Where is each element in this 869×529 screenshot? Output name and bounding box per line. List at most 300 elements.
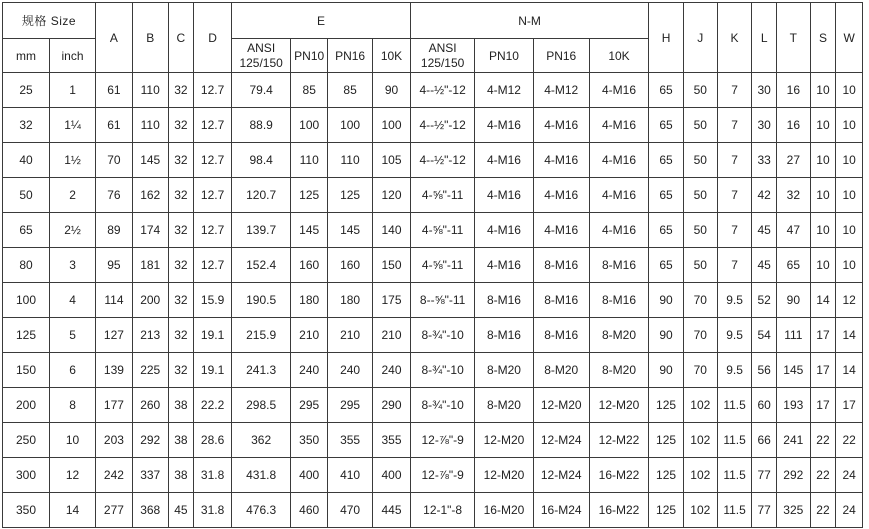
cell-k: 9.5 xyxy=(717,318,752,353)
e-pn10-header: PN10 xyxy=(291,39,328,73)
cell-e-pn16: 470 xyxy=(328,493,373,528)
cell-mm: 65 xyxy=(3,213,50,248)
cell-e-ansi: 298.5 xyxy=(232,388,291,423)
cell-k: 11.5 xyxy=(717,423,752,458)
cell-h: 65 xyxy=(649,73,684,108)
cell-h: 65 xyxy=(649,178,684,213)
cell-w: 10 xyxy=(836,108,863,143)
cell-e-ansi: 98.4 xyxy=(232,143,291,178)
cell-e-pn10: 85 xyxy=(291,73,328,108)
cell-j: 102 xyxy=(683,388,717,423)
cell-l: 77 xyxy=(752,493,777,528)
cell-nm-pn16: 8-M16 xyxy=(533,283,589,318)
cell-e-ansi: 88.9 xyxy=(232,108,291,143)
cell-k: 11.5 xyxy=(717,388,752,423)
cell-inch: 4 xyxy=(50,283,96,318)
cell-j: 102 xyxy=(683,458,717,493)
table-row xyxy=(3,283,863,318)
cell-e-pn16: 180 xyxy=(328,283,373,318)
cell-nm-10k: 4-M16 xyxy=(589,143,648,178)
cell-e-pn16: 100 xyxy=(328,108,373,143)
cell-nm-pn16: 12-M20 xyxy=(533,388,589,423)
cell-j: 70 xyxy=(683,353,717,388)
cell-nm-ansi: 8--⅝"-11 xyxy=(410,283,474,318)
cell-e-pn10: 180 xyxy=(291,283,328,318)
cell-nm-10k: 4-M16 xyxy=(589,108,648,143)
cell-d: 31.8 xyxy=(194,493,232,528)
group-header-e: E xyxy=(232,3,411,39)
cell-inch: 2½ xyxy=(50,213,96,248)
cell-c: 38 xyxy=(168,388,194,423)
table-body xyxy=(3,73,863,528)
cell-inch: 1¼ xyxy=(50,108,96,143)
cell-s: 22 xyxy=(810,493,836,528)
cell-w: 10 xyxy=(836,178,863,213)
cell-h: 65 xyxy=(649,108,684,143)
size-header: 规格 Size xyxy=(3,3,96,39)
cell-b: 337 xyxy=(132,458,168,493)
cell-s: 10 xyxy=(810,213,836,248)
cell-s: 10 xyxy=(810,73,836,108)
table-row xyxy=(3,458,863,493)
cell-j: 70 xyxy=(683,283,717,318)
cell-s: 10 xyxy=(810,248,836,283)
cell-w: 17 xyxy=(836,388,863,423)
cell-b: 110 xyxy=(132,108,168,143)
cell-s: 17 xyxy=(810,318,836,353)
cell-nm-10k: 8-M20 xyxy=(589,318,648,353)
cell-mm: 200 xyxy=(3,388,50,423)
cell-e-10k: 100 xyxy=(373,108,411,143)
col-header-d: D xyxy=(194,3,232,73)
flange-dimension-table xyxy=(2,2,863,528)
cell-e-10k: 400 xyxy=(373,458,411,493)
cell-nm-ansi: 12-1"-8 xyxy=(410,493,474,528)
cell-e-pn16: 145 xyxy=(328,213,373,248)
cell-e-pn10: 145 xyxy=(291,213,328,248)
cell-mm: 300 xyxy=(3,458,50,493)
cell-a: 70 xyxy=(96,143,133,178)
cell-mm: 32 xyxy=(3,108,50,143)
cell-b: 200 xyxy=(132,283,168,318)
cell-nm-ansi: 12-⅞"-9 xyxy=(410,423,474,458)
cell-a: 76 xyxy=(96,178,133,213)
cell-e-pn10: 460 xyxy=(291,493,328,528)
cell-nm-10k: 4-M16 xyxy=(589,178,648,213)
cell-t: 65 xyxy=(776,248,810,283)
cell-e-10k: 150 xyxy=(373,248,411,283)
cell-w: 10 xyxy=(836,143,863,178)
cell-e-10k: 120 xyxy=(373,178,411,213)
table-row xyxy=(3,108,863,143)
cell-b: 174 xyxy=(132,213,168,248)
cell-h: 125 xyxy=(649,493,684,528)
cell-e-10k: 105 xyxy=(373,143,411,178)
cell-nm-pn16: 8-M16 xyxy=(533,318,589,353)
cell-d: 19.1 xyxy=(194,318,232,353)
cell-l: 54 xyxy=(752,318,777,353)
cell-nm-pn16: 4-M16 xyxy=(533,108,589,143)
cell-j: 50 xyxy=(683,108,717,143)
cell-d: 12.7 xyxy=(194,143,232,178)
cell-e-pn16: 85 xyxy=(328,73,373,108)
cell-s: 14 xyxy=(810,283,836,318)
cell-j: 50 xyxy=(683,178,717,213)
cell-nm-10k: 4-M16 xyxy=(589,73,648,108)
cell-k: 9.5 xyxy=(717,283,752,318)
cell-b: 292 xyxy=(132,423,168,458)
cell-inch: 8 xyxy=(50,388,96,423)
cell-h: 125 xyxy=(649,458,684,493)
cell-s: 22 xyxy=(810,423,836,458)
cell-inch: 10 xyxy=(50,423,96,458)
cell-d: 12.7 xyxy=(194,248,232,283)
col-header-a: A xyxy=(96,3,133,73)
cell-nm-pn10: 12-M20 xyxy=(475,423,533,458)
cell-j: 102 xyxy=(683,423,717,458)
cell-t: 241 xyxy=(776,423,810,458)
nm-pn10-header: PN10 xyxy=(475,39,533,73)
cell-a: 277 xyxy=(96,493,133,528)
cell-nm-pn10: 4-M16 xyxy=(475,108,533,143)
cell-c: 32 xyxy=(168,178,194,213)
cell-k: 11.5 xyxy=(717,493,752,528)
cell-e-ansi: 431.8 xyxy=(232,458,291,493)
cell-l: 45 xyxy=(752,248,777,283)
header-row-1 xyxy=(3,3,863,39)
cell-c: 38 xyxy=(168,423,194,458)
cell-t: 47 xyxy=(776,213,810,248)
cell-b: 213 xyxy=(132,318,168,353)
cell-k: 9.5 xyxy=(717,353,752,388)
cell-nm-pn10: 12-M20 xyxy=(475,458,533,493)
cell-h: 125 xyxy=(649,388,684,423)
unit-mm-header: mm xyxy=(3,39,50,73)
cell-c: 32 xyxy=(168,318,194,353)
cell-inch: 12 xyxy=(50,458,96,493)
cell-e-pn10: 295 xyxy=(291,388,328,423)
cell-e-pn10: 125 xyxy=(291,178,328,213)
cell-nm-10k: 4-M16 xyxy=(589,213,648,248)
cell-nm-pn16: 4-M16 xyxy=(533,143,589,178)
cell-c: 32 xyxy=(168,283,194,318)
col-header-k: K xyxy=(717,3,752,73)
cell-nm-pn16: 12-M24 xyxy=(533,458,589,493)
cell-e-pn16: 210 xyxy=(328,318,373,353)
spec-table-container xyxy=(2,2,863,528)
col-header-s: S xyxy=(810,3,836,73)
cell-inch: 2 xyxy=(50,178,96,213)
cell-l: 42 xyxy=(752,178,777,213)
cell-j: 50 xyxy=(683,248,717,283)
cell-h: 65 xyxy=(649,213,684,248)
cell-e-10k: 90 xyxy=(373,73,411,108)
cell-s: 10 xyxy=(810,178,836,213)
cell-mm: 250 xyxy=(3,423,50,458)
table-row xyxy=(3,388,863,423)
nm-10k-header: 10K xyxy=(589,39,648,73)
cell-b: 145 xyxy=(132,143,168,178)
cell-d: 19.1 xyxy=(194,353,232,388)
cell-nm-pn10: 8-M16 xyxy=(475,318,533,353)
cell-a: 203 xyxy=(96,423,133,458)
cell-nm-pn10: 8-M20 xyxy=(475,388,533,423)
cell-l: 77 xyxy=(752,458,777,493)
e-ansi-header xyxy=(232,39,291,73)
cell-c: 32 xyxy=(168,213,194,248)
cell-mm: 50 xyxy=(3,178,50,213)
cell-nm-10k: 8-M16 xyxy=(589,283,648,318)
cell-t: 145 xyxy=(776,353,810,388)
cell-d: 12.7 xyxy=(194,108,232,143)
e-10k-header: 10K xyxy=(373,39,411,73)
e-ansi-line1: ANSI xyxy=(247,40,276,55)
cell-a: 61 xyxy=(96,73,133,108)
cell-e-ansi: 476.3 xyxy=(232,493,291,528)
cell-e-pn10: 210 xyxy=(291,318,328,353)
col-header-l: L xyxy=(752,3,777,73)
cell-e-ansi: 190.5 xyxy=(232,283,291,318)
nm-pn16-header: PN16 xyxy=(533,39,589,73)
unit-inch-header: inch xyxy=(50,39,96,73)
cell-b: 162 xyxy=(132,178,168,213)
cell-nm-ansi: 8-¾"-10 xyxy=(410,388,474,423)
cell-nm-ansi: 12-⅞"-9 xyxy=(410,458,474,493)
cell-nm-10k: 16-M22 xyxy=(589,458,648,493)
cell-inch: 5 xyxy=(50,318,96,353)
cell-k: 7 xyxy=(717,213,752,248)
cell-l: 56 xyxy=(752,353,777,388)
cell-e-ansi: 152.4 xyxy=(232,248,291,283)
cell-mm: 25 xyxy=(3,73,50,108)
cell-nm-pn16: 8-M16 xyxy=(533,248,589,283)
cell-nm-ansi: 8-¾"-10 xyxy=(410,353,474,388)
col-header-h: H xyxy=(649,3,684,73)
cell-nm-10k: 12-M22 xyxy=(589,423,648,458)
table-row xyxy=(3,213,863,248)
cell-h: 65 xyxy=(649,143,684,178)
cell-c: 32 xyxy=(168,143,194,178)
col-header-b: B xyxy=(132,3,168,73)
cell-a: 61 xyxy=(96,108,133,143)
cell-nm-ansi: 8-¾"-10 xyxy=(410,318,474,353)
cell-s: 10 xyxy=(810,108,836,143)
cell-c: 32 xyxy=(168,353,194,388)
cell-e-pn10: 100 xyxy=(291,108,328,143)
cell-c: 45 xyxy=(168,493,194,528)
cell-nm-pn10: 4-M16 xyxy=(475,213,533,248)
cell-d: 22.2 xyxy=(194,388,232,423)
table-row xyxy=(3,143,863,178)
col-header-t: T xyxy=(776,3,810,73)
col-header-c: C xyxy=(168,3,194,73)
cell-b: 225 xyxy=(132,353,168,388)
cell-c: 32 xyxy=(168,248,194,283)
table-row xyxy=(3,423,863,458)
cell-nm-pn10: 4-M16 xyxy=(475,178,533,213)
cell-k: 7 xyxy=(717,248,752,283)
cell-a: 89 xyxy=(96,213,133,248)
cell-j: 50 xyxy=(683,213,717,248)
cell-nm-pn16: 12-M24 xyxy=(533,423,589,458)
cell-nm-ansi: 4-⅝"-11 xyxy=(410,248,474,283)
cell-t: 32 xyxy=(776,178,810,213)
cell-e-pn16: 160 xyxy=(328,248,373,283)
cell-w: 14 xyxy=(836,353,863,388)
cell-mm: 40 xyxy=(3,143,50,178)
cell-d: 15.9 xyxy=(194,283,232,318)
cell-e-ansi: 139.7 xyxy=(232,213,291,248)
cell-e-10k: 210 xyxy=(373,318,411,353)
cell-w: 14 xyxy=(836,318,863,353)
cell-nm-pn10: 4-M16 xyxy=(475,143,533,178)
cell-k: 7 xyxy=(717,108,752,143)
cell-c: 32 xyxy=(168,108,194,143)
cell-w: 22 xyxy=(836,423,863,458)
cell-t: 292 xyxy=(776,458,810,493)
cell-nm-ansi: 4--½"-12 xyxy=(410,143,474,178)
cell-mm: 100 xyxy=(3,283,50,318)
cell-l: 45 xyxy=(752,213,777,248)
cell-nm-ansi: 4-⅝"-11 xyxy=(410,213,474,248)
cell-inch: 3 xyxy=(50,248,96,283)
cell-nm-10k: 8-M20 xyxy=(589,353,648,388)
group-header-nm: N-M xyxy=(410,3,648,39)
cell-mm: 350 xyxy=(3,493,50,528)
cell-mm: 150 xyxy=(3,353,50,388)
cell-e-10k: 290 xyxy=(373,388,411,423)
cell-t: 16 xyxy=(776,108,810,143)
cell-b: 110 xyxy=(132,73,168,108)
cell-e-pn16: 410 xyxy=(328,458,373,493)
cell-nm-pn10: 4-M16 xyxy=(475,248,533,283)
cell-t: 90 xyxy=(776,283,810,318)
cell-a: 177 xyxy=(96,388,133,423)
e-ansi-line2: 125/150 xyxy=(239,55,283,70)
cell-j: 50 xyxy=(683,143,717,178)
cell-k: 7 xyxy=(717,178,752,213)
cell-h: 90 xyxy=(649,318,684,353)
cell-d: 28.6 xyxy=(194,423,232,458)
cell-l: 66 xyxy=(752,423,777,458)
cell-t: 27 xyxy=(776,143,810,178)
nm-ansi-header xyxy=(410,39,474,73)
cell-j: 50 xyxy=(683,73,717,108)
cell-e-ansi: 79.4 xyxy=(232,73,291,108)
cell-w: 24 xyxy=(836,493,863,528)
cell-e-10k: 355 xyxy=(373,423,411,458)
cell-nm-10k: 8-M16 xyxy=(589,248,648,283)
cell-nm-ansi: 4--½"-12 xyxy=(410,108,474,143)
cell-inch: 1 xyxy=(50,73,96,108)
nm-ansi-line1: ANSI xyxy=(428,40,457,55)
table-row xyxy=(3,353,863,388)
cell-nm-pn16: 4-M12 xyxy=(533,73,589,108)
cell-l: 60 xyxy=(752,388,777,423)
cell-e-pn16: 355 xyxy=(328,423,373,458)
cell-t: 325 xyxy=(776,493,810,528)
cell-e-pn16: 125 xyxy=(328,178,373,213)
cell-l: 33 xyxy=(752,143,777,178)
cell-nm-pn10: 4-M12 xyxy=(475,73,533,108)
cell-a: 95 xyxy=(96,248,133,283)
cell-e-10k: 175 xyxy=(373,283,411,318)
cell-e-10k: 140 xyxy=(373,213,411,248)
cell-nm-pn16: 16-M24 xyxy=(533,493,589,528)
cell-h: 125 xyxy=(649,423,684,458)
cell-j: 70 xyxy=(683,318,717,353)
cell-w: 10 xyxy=(836,213,863,248)
cell-s: 17 xyxy=(810,353,836,388)
cell-e-pn10: 350 xyxy=(291,423,328,458)
cell-mm: 125 xyxy=(3,318,50,353)
cell-nm-10k: 12-M20 xyxy=(589,388,648,423)
cell-nm-10k: 16-M22 xyxy=(589,493,648,528)
cell-l: 30 xyxy=(752,108,777,143)
cell-c: 32 xyxy=(168,73,194,108)
cell-k: 11.5 xyxy=(717,458,752,493)
cell-s: 17 xyxy=(810,388,836,423)
cell-d: 31.8 xyxy=(194,458,232,493)
cell-w: 24 xyxy=(836,458,863,493)
cell-t: 193 xyxy=(776,388,810,423)
cell-w: 10 xyxy=(836,73,863,108)
cell-d: 12.7 xyxy=(194,73,232,108)
cell-nm-ansi: 4--½"-12 xyxy=(410,73,474,108)
cell-h: 90 xyxy=(649,353,684,388)
cell-mm: 80 xyxy=(3,248,50,283)
cell-a: 139 xyxy=(96,353,133,388)
cell-nm-ansi: 4-⅝"-11 xyxy=(410,178,474,213)
cell-t: 111 xyxy=(776,318,810,353)
cell-e-pn16: 240 xyxy=(328,353,373,388)
cell-l: 30 xyxy=(752,73,777,108)
cell-e-ansi: 215.9 xyxy=(232,318,291,353)
table-row xyxy=(3,318,863,353)
col-header-w: W xyxy=(836,3,863,73)
cell-s: 22 xyxy=(810,458,836,493)
nm-ansi-line2: 125/150 xyxy=(420,55,465,70)
cell-nm-pn16: 4-M16 xyxy=(533,213,589,248)
cell-a: 242 xyxy=(96,458,133,493)
cell-t: 16 xyxy=(776,73,810,108)
cell-b: 260 xyxy=(132,388,168,423)
cell-k: 7 xyxy=(717,143,752,178)
cell-nm-pn16: 4-M16 xyxy=(533,178,589,213)
cell-l: 52 xyxy=(752,283,777,318)
cell-e-10k: 240 xyxy=(373,353,411,388)
cell-e-ansi: 120.7 xyxy=(232,178,291,213)
cell-h: 90 xyxy=(649,283,684,318)
cell-s: 10 xyxy=(810,143,836,178)
cell-w: 10 xyxy=(836,248,863,283)
cell-e-pn10: 110 xyxy=(291,143,328,178)
cell-c: 38 xyxy=(168,458,194,493)
table-row xyxy=(3,178,863,213)
cell-inch: 1½ xyxy=(50,143,96,178)
e-pn16-header: PN16 xyxy=(328,39,373,73)
cell-d: 12.7 xyxy=(194,213,232,248)
cell-h: 65 xyxy=(649,248,684,283)
cell-e-pn10: 240 xyxy=(291,353,328,388)
cell-e-ansi: 241.3 xyxy=(232,353,291,388)
cell-w: 12 xyxy=(836,283,863,318)
cell-b: 181 xyxy=(132,248,168,283)
cell-e-10k: 445 xyxy=(373,493,411,528)
cell-inch: 6 xyxy=(50,353,96,388)
cell-nm-pn10: 8-M20 xyxy=(475,353,533,388)
cell-e-pn10: 160 xyxy=(291,248,328,283)
